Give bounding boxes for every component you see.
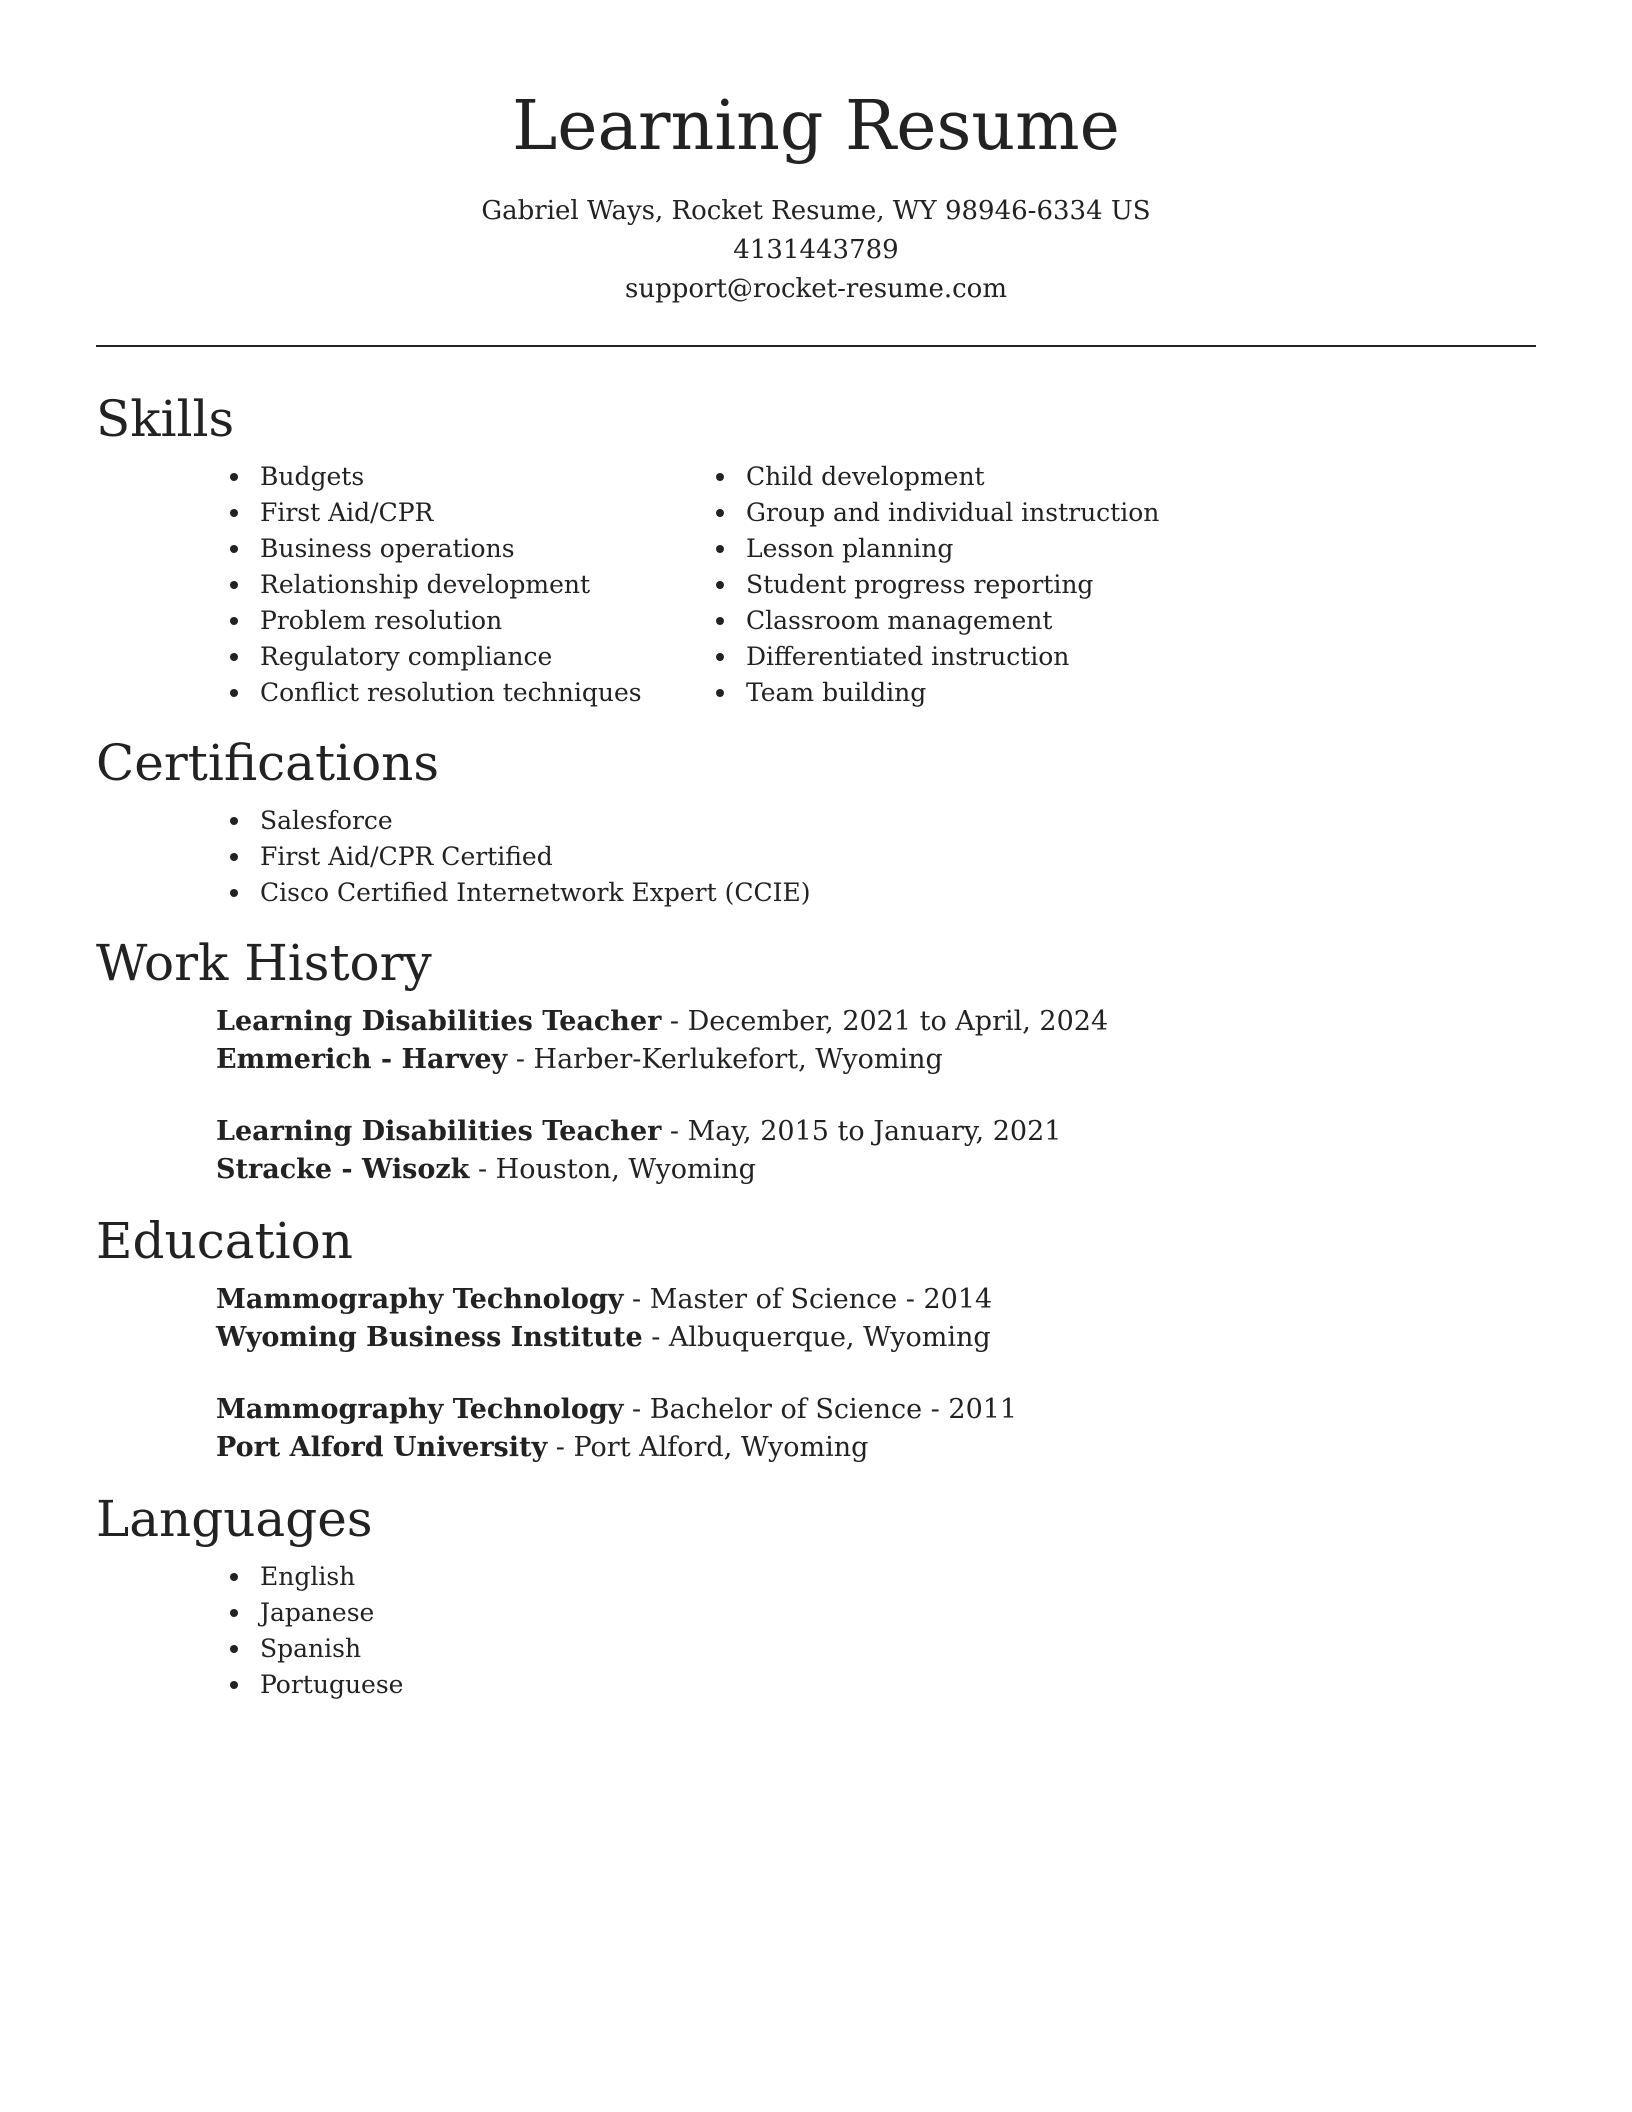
list-item — [746, 639, 1396, 675]
list-item-text: Differentiated instruction — [746, 642, 1070, 671]
bullet-icon — [716, 509, 724, 517]
list-item-text: Group and individual instruction — [746, 498, 1160, 527]
list-item-text: Conflict resolution techniques — [260, 678, 642, 707]
bullet-icon — [716, 689, 724, 697]
list-item-text: Salesforce — [260, 806, 393, 835]
skills-list-left — [96, 459, 746, 711]
list-item — [746, 495, 1396, 531]
header-divider — [96, 345, 1536, 347]
contact-block — [96, 192, 1536, 309]
list-item-text: Regulatory compliance — [260, 642, 553, 671]
skills-list-right — [746, 459, 1396, 711]
list-item-text: Portuguese — [260, 1670, 404, 1699]
languages-list — [96, 1559, 1536, 1703]
bullet-icon — [230, 1609, 238, 1617]
list-item-text: Child development — [746, 462, 985, 491]
list-item — [96, 1667, 1536, 1703]
bullet-icon — [230, 1681, 238, 1689]
school-location: - Albuquerque, Wyoming — [642, 1322, 991, 1353]
list-item-text: First Aid/CPR Certified — [260, 842, 553, 871]
resume-title: Learning Resume — [512, 87, 1120, 166]
list-item — [746, 567, 1396, 603]
list-item — [96, 495, 746, 531]
list-item-text: Spanish — [260, 1634, 362, 1663]
bullet-icon — [716, 545, 724, 553]
list-item — [96, 803, 1536, 839]
bullet-icon — [230, 509, 238, 517]
bullet-icon — [230, 817, 238, 825]
job-dates: - December, 2021 to April, 2024 — [661, 1006, 1109, 1037]
bullet-icon — [716, 653, 724, 661]
bullet-icon — [230, 1573, 238, 1581]
bullet-icon — [230, 889, 238, 897]
job-employer: Emmerich - Harvey — [216, 1044, 508, 1075]
job-dates: - May, 2015 to January, 2021 — [661, 1116, 1062, 1147]
job-entry — [96, 1003, 1536, 1079]
bullet-icon — [230, 617, 238, 625]
education-section — [96, 1209, 1536, 1467]
degree-details: - Bachelor of Science - 2011 — [623, 1394, 1018, 1425]
bullet-icon — [230, 545, 238, 553]
list-item — [96, 1595, 1536, 1631]
work-history-heading: Work History — [96, 934, 432, 992]
list-item — [746, 459, 1396, 495]
list-item-text: Classroom management — [746, 606, 1053, 635]
degree-field: Mammography Technology — [216, 1394, 624, 1425]
education-entry — [96, 1281, 1536, 1357]
certifications-section — [96, 731, 1536, 911]
bullet-icon — [230, 689, 238, 697]
list-item-text: Japanese — [260, 1598, 375, 1627]
address: Gabriel Ways, Rocket Resume, WY 98946-6334 US — [481, 196, 1151, 226]
list-item — [96, 459, 746, 495]
job-location: - Houston, Wyoming — [469, 1154, 756, 1185]
list-item-text: Business operations — [260, 534, 515, 563]
list-item — [746, 675, 1396, 711]
list-item — [96, 1631, 1536, 1667]
languages-heading: Languages — [96, 1490, 373, 1548]
school-location: - Port Alford, Wyoming — [547, 1432, 869, 1463]
list-item-text: Problem resolution — [260, 606, 503, 635]
certifications-heading: Certifications — [96, 734, 440, 792]
list-item — [96, 567, 746, 603]
list-item — [96, 675, 746, 711]
bullet-icon — [716, 617, 724, 625]
work-history-section — [96, 931, 1536, 1189]
job-employer: Stracke - Wisozk — [216, 1154, 470, 1185]
bullet-icon — [716, 581, 724, 589]
school-name: Port Alford University — [216, 1432, 548, 1463]
list-item — [746, 531, 1396, 567]
job-entry — [96, 1113, 1536, 1189]
list-item-text: Relationship development — [260, 570, 591, 599]
job-location: - Harber-Kerlukefort, Wyoming — [507, 1044, 943, 1075]
certifications-list — [96, 803, 1536, 911]
skills-heading: Skills — [96, 390, 235, 448]
degree-field: Mammography Technology — [216, 1284, 624, 1315]
list-item-text: Budgets — [260, 462, 365, 491]
list-item — [96, 603, 746, 639]
skills-section — [96, 387, 1536, 711]
bullet-icon — [230, 653, 238, 661]
phone: 4131443789 — [733, 235, 899, 265]
list-item-text: English — [260, 1562, 356, 1591]
bullet-icon — [230, 473, 238, 481]
list-item-text: Student progress reporting — [746, 570, 1094, 599]
list-item-text: Team building — [746, 678, 927, 707]
list-item — [96, 531, 746, 567]
list-item — [96, 875, 1536, 911]
degree-details: - Master of Science - 2014 — [623, 1284, 993, 1315]
job-title: Learning Disabilities Teacher — [216, 1116, 662, 1147]
list-item — [96, 839, 1536, 875]
list-item-text: Cisco Certified Internetwork Expert (CCIE) — [260, 878, 811, 907]
list-item — [96, 1559, 1536, 1595]
education-heading: Education — [96, 1212, 353, 1270]
bullet-icon — [230, 1645, 238, 1653]
school-name: Wyoming Business Institute — [216, 1322, 643, 1353]
resume-header — [96, 0, 1536, 309]
bullet-icon — [716, 473, 724, 481]
bullet-icon — [230, 581, 238, 589]
list-item — [96, 639, 746, 675]
list-item-text: First Aid/CPR — [260, 498, 434, 527]
bullet-icon — [230, 853, 238, 861]
email: support@rocket-resume.com — [624, 274, 1007, 304]
list-item-text: Lesson planning — [746, 534, 954, 563]
education-entry — [96, 1391, 1536, 1467]
languages-section — [96, 1487, 1536, 1703]
job-title: Learning Disabilities Teacher — [216, 1006, 662, 1037]
list-item — [746, 603, 1396, 639]
